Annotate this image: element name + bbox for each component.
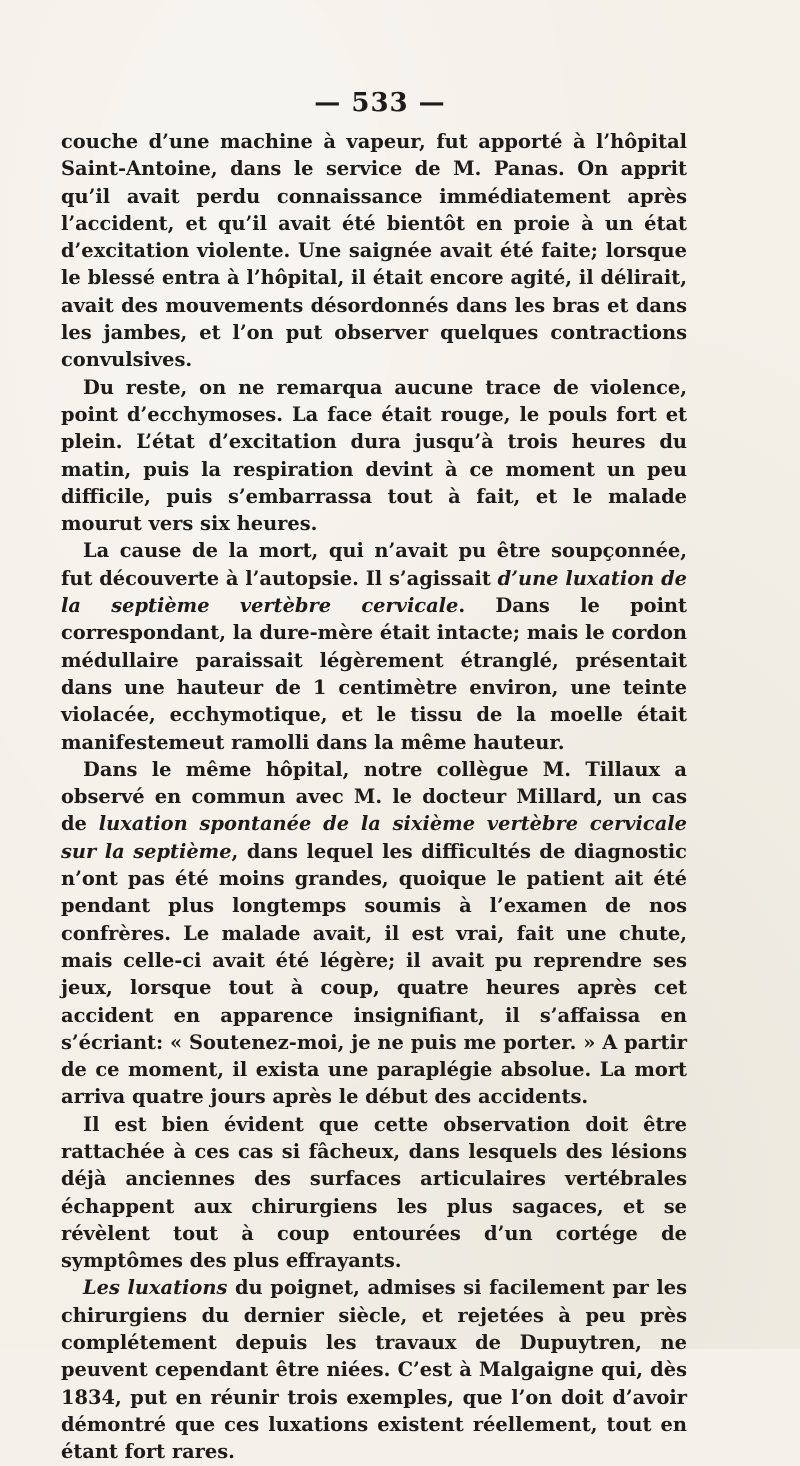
paragraph-text: du poignet, admises si facilement par les chirurgiens du dernier siècle, et rejetées à peu près complétement depuis les travaux de Dupuytren, ne peuvent cependant être niées. C’est à Malgaigne qui, dès 1834, put en réunir trois exemples, que l’on doit d’avoir démontré que ces luxations existent réellement, tout en étant fort rares. (61, 1276, 688, 1464)
paragraph-text: Dans le même hôpital, notre collègue M. Tillaux a observé en commun avec M. le docteur Millard, un cas de (61, 757, 687, 836)
paragraph-3 (61, 537, 687, 755)
italic-term: luxation spontanée de la sixième vertèbre cervicale sur la septième (61, 812, 687, 863)
paragraph-text: Du reste, on ne remarqua aucune trace de violence, point d’ecchymoses. La face était rouge, le pouls fort et plein. L’état d’excitation dura jusqu’à trois heures du matin, puis la respiration devint à ce moment un peu difficile, puis s’embarrassa tout à fait, et le malade mourut vers six heures. (61, 375, 687, 536)
paragraph-text: , dans lequel les difficultés de diagnostic n’ont pas été moins grandes, quoique le patient ait été pendant plus longtemps soumis à l’examen de nos confrères. Le malade avait, il est vrai, fait une chute, mais celle-ci avait été légère; il avait pu reprendre ses jeux, lorsque tout à coup, quatre heures après cet accident en apparence insignifiant, il s’affaissa en s’écriant: « Soutenez-moi, je ne puis me porter. » A partir de ce moment, il exista une paraplégie absolue. La mort arriva quatre jours après le début des accidents. (61, 839, 687, 1109)
paragraph-text: Il est bien évident que cette observation doit être rattachée à ces cas si fâcheux, dans lesquels des lésions déjà anciennes des surfaces articulaires vertébrales échappent aux chirurgiens les plus sagaces, et se révèlent tout à coup entourées d’un cortége de symptômes des plus effrayants. (61, 1112, 687, 1273)
paragraph-4 (61, 756, 687, 1111)
body-text (61, 128, 687, 1466)
paragraph-6 (61, 1274, 687, 1465)
paragraph-5 (61, 1111, 687, 1275)
paragraph-2 (61, 374, 687, 538)
italic-term: Les luxations (83, 1276, 228, 1300)
paragraph-text: . Dans le point correspondant, la dure-mère était intacte; mais le cordon médullaire paraissait légèrement étranglé, présentait dans une hauteur de 1 centimètre environ, une teinte violacée, ecchymotique, et le tissu de la moelle était manifestemeut ramolli dans la même hauteur. (61, 594, 687, 754)
paragraph-text: couche d’une machine à vapeur, fut apporté à l’hôpital Saint-Antoine, dans le service de M. Panas. On apprit qu’il avait perdu connaissance immédiatement après l’accident, et qu’il avait été bientôt en proie à un état d’excitation violente. Une saignée avait été faite; lorsque le blessé entra à l’hôpital, il était encore agité, il délirait, avait des mouvements désordonnés dans les bras et dans les jambes, et l’on put observer quelques contractions convulsives. (61, 130, 687, 372)
paragraph-text: La cause de la mort, qui n’avait pu être soupçonnée, fut découverte à l’autopsie. Il s’agissait (61, 539, 687, 590)
italic-term: d’une luxation de la septième vertèbre cervicale (61, 566, 687, 618)
paragraph-1 (61, 128, 687, 374)
page-number: — 533 — (314, 88, 446, 118)
